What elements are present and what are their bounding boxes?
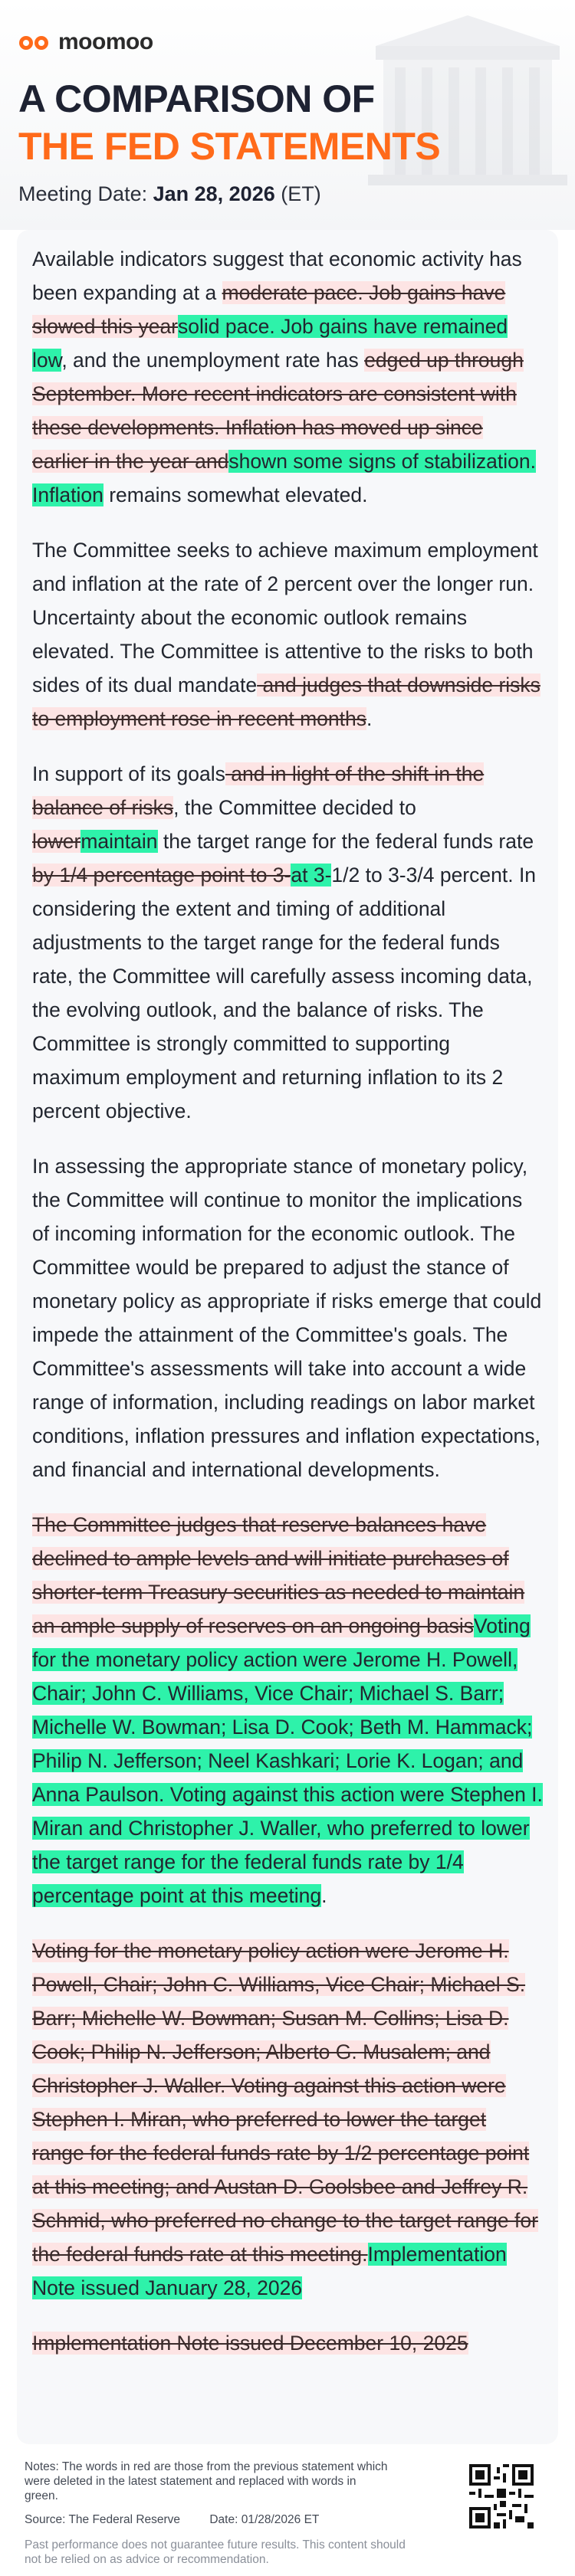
qr-code-icon	[469, 2464, 534, 2528]
inserted-text: shown some signs of stabilization. Inflation	[32, 450, 536, 506]
unchanged-text: The Committee seeks to achieve maximum employment and inflation at the rate of 2 percent over the longer run. Uncertainty about the economic outlook remains elevated. The Committee is attentive to the risks to both sides of its dual mandate	[32, 539, 538, 696]
page-title-line1: A COMPARISON OF	[18, 77, 375, 120]
statement-paragraph	[32, 2326, 543, 2360]
unchanged-text: In support of its goals	[32, 762, 225, 785]
statement-paragraph	[32, 242, 543, 512]
statement-paragraph	[32, 1934, 543, 2305]
date-text: Date: 01/28/2026 ET	[209, 2513, 320, 2526]
footer	[0, 2444, 575, 2576]
deleted-text: moderate pace. Job gains have slowed this year	[32, 281, 506, 338]
statement-card	[17, 230, 558, 2444]
brand-logo	[18, 29, 153, 55]
statement-paragraph	[32, 757, 543, 1128]
footer-disclaimer: Past performance does not guarantee future results. This content should not be relied on as advice or recommendation.	[25, 2538, 406, 2566]
inserted-text: at 3-	[291, 864, 332, 887]
unchanged-text: , the Committee decided to	[173, 796, 416, 819]
inserted-text: Voting for the monetary policy action were Jerome H. Powell, Chair; John C. Williams, Vice Chair; Michael S. Barr; Michelle W. Bowman; Lisa D. Cook; Beth M. Hammack; Philip N. Jefferson; Neel Kashkari; Lorie K. Logan; and Anna Paulson. Voting against this action were Stephen I. Miran and Christopher J. Waller, who preferred to lower the target range for the federal funds rate by 1/4 percentage point at this meeting	[32, 1614, 543, 1907]
deleted-text: by 1/4 percentage point to 3-	[32, 864, 291, 887]
deleted-text: Voting for the monetary policy action were Jerome H. Powell, Chair; John C. Williams, Vice Chair; Michael S. Barr; Michelle W. Bowman; Susan M. Collins; Lisa D. Cook; Philip N. Jefferson; Alberto G. Musalem; and Christopher J. Waller. Voting against this action were Stephen I. Miran, who preferred to lower the target range for the federal funds rate by 1/2 percentage point at this meeting; and Austan D. Goolsbee and Jeffrey R. Schmid, who preferred no change to the target range for the federal funds rate at this meeting.	[32, 1939, 538, 2266]
footer-source	[25, 2513, 345, 2527]
brand-name: moomoo	[58, 29, 153, 54]
statement-paragraph	[32, 1508, 543, 1912]
deleted-text: lower	[32, 830, 81, 853]
deleted-text: and judges that downside risks to employment rose in recent months	[32, 673, 540, 730]
unchanged-text: .	[366, 707, 373, 730]
inserted-text: maintain	[80, 830, 158, 853]
unchanged-text: In assessing the appropriate stance of monetary policy, the Committee will continue to monitor the implications of incoming information for the economic outlook. The Committee would be prepared to adjust the stance of monetary policy as appropriate if risks emerge that could impede the attainment of the Committee's goals. The Committee's assessments will take into account a wide range of information, including readings on labor market conditions, inflation pressures and inflation expectations, and financial and international developments.	[32, 1155, 542, 1481]
deleted-text: and in light of the shift in the balance of risks	[32, 762, 485, 819]
unchanged-text: .	[321, 1884, 327, 1907]
statement-content	[17, 230, 558, 2360]
meeting-date-suffix: (ET)	[274, 182, 321, 205]
deleted-text: edged up through September. More recent indicators are consistent with these developments. Inflation has moved up since earlier in the year and	[32, 349, 524, 473]
moomoo-logo-icon	[18, 32, 51, 52]
statement-paragraph	[32, 1149, 543, 1486]
building-illustration	[345, 0, 575, 207]
unchanged-text: Available indicators suggest that economic activity has been expanding at a	[32, 247, 522, 304]
deleted-text: Implementation Note issued December 10, 2025	[32, 2332, 468, 2355]
meeting-date	[18, 182, 321, 206]
page-title-line2: THE FED STATEMENTS	[18, 125, 441, 168]
unchanged-text: , and the unemployment rate has	[61, 349, 365, 372]
source-text: Source: The Federal Reserve	[25, 2513, 181, 2526]
deleted-text: The Committee judges that reserve balances have declined to ample levels and will initiate purchases of shorter-term Treasury securities as needed to maintain an ample supply of reserves on an ongoing basis	[32, 1513, 525, 1637]
unchanged-text: remains somewhat elevated.	[103, 483, 368, 506]
unchanged-text: 1/2 to 3-3/4 percent. In considering the extent and timing of additional adjustments to the target range for the federal funds rate, the Committee will carefully assess incoming data, the evolving outlook, and the balance of risks. The Committee is strongly committed to supporting maximum employment and returning inflation to its 2 percent objective.	[32, 864, 537, 1122]
inserted-text: solid pace. Job gains have remained low	[32, 315, 508, 372]
meeting-date-value: Jan 28, 2026	[153, 182, 275, 205]
unchanged-text: the target range for the federal funds rate	[157, 830, 534, 853]
footer-notes: Notes: The words in red are those from the previous statement which were deleted in the latest statement and replaced with words in green.	[25, 2460, 388, 2502]
statement-paragraph	[32, 533, 543, 736]
inserted-text: Implementation Note issued January 28, 2026	[32, 2243, 507, 2299]
header	[0, 0, 575, 230]
meeting-label: Meeting Date:	[18, 182, 153, 205]
